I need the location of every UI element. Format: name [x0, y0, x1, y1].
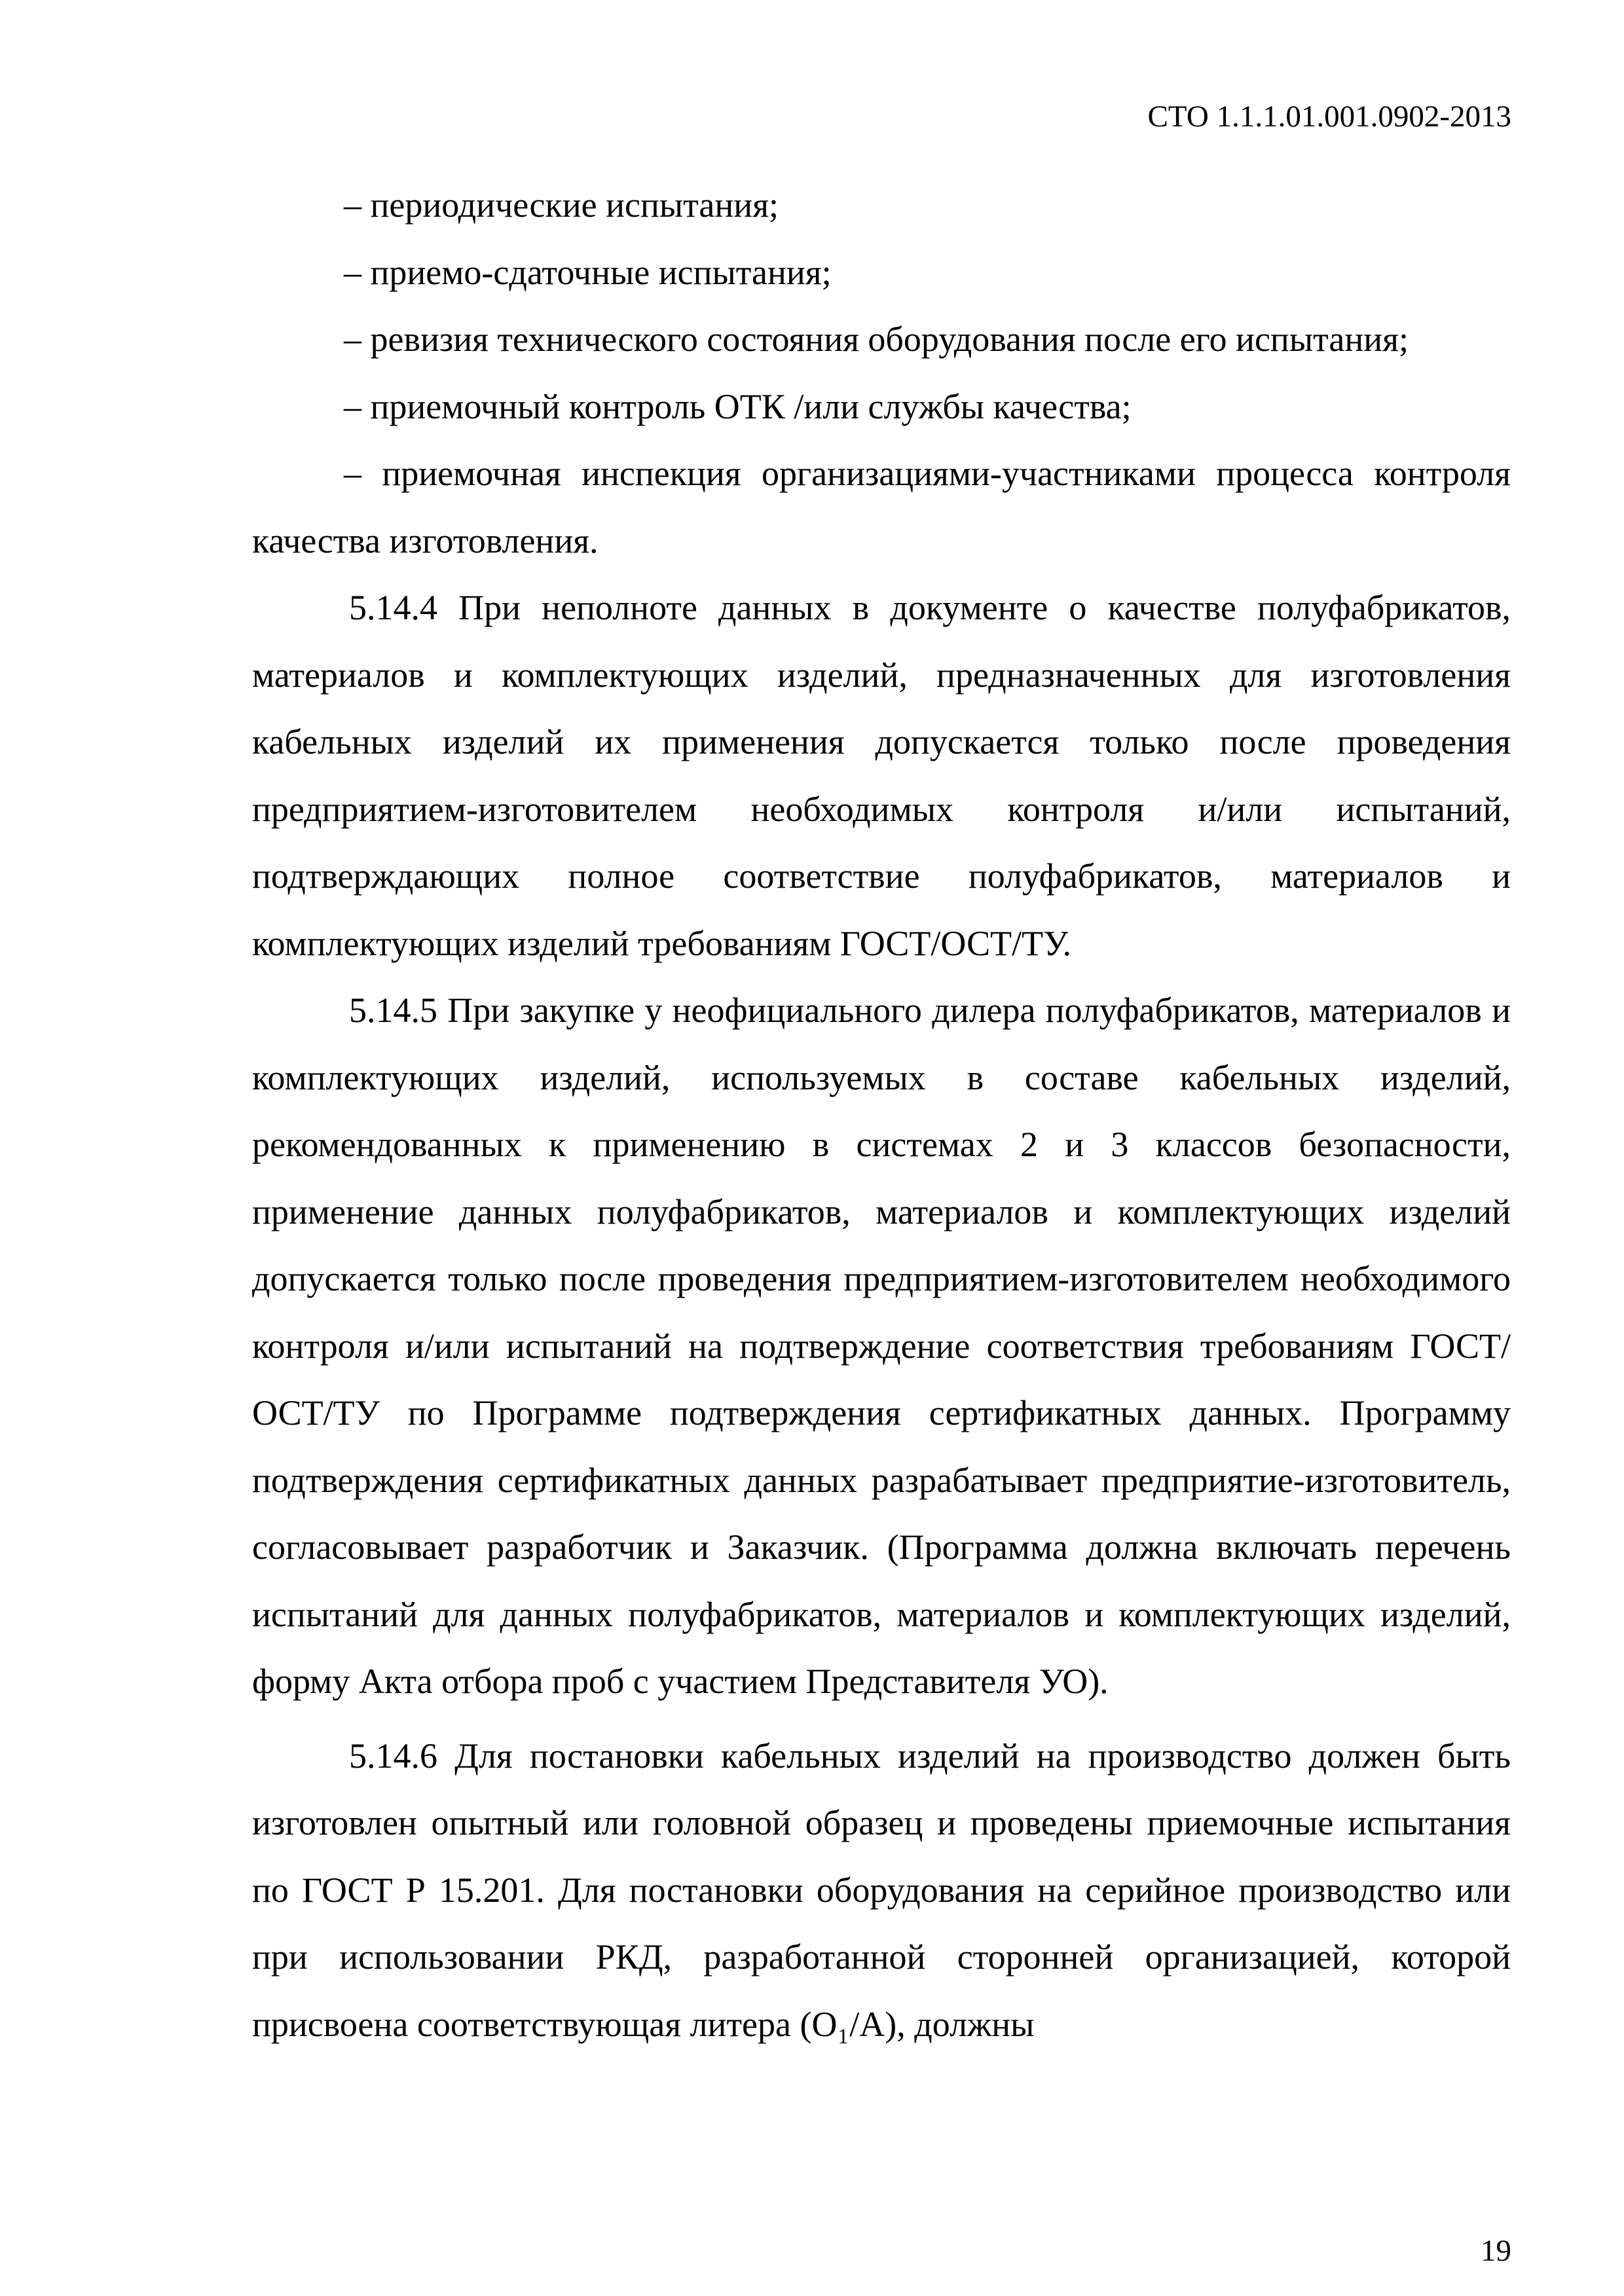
list-item-technical-revision: – ревизия технического состояния оборудования после его испытания;	[344, 319, 1409, 359]
list-item-otk-control: – приемочный контроль ОТК /или службы качества;	[344, 386, 1132, 426]
page-number: 19	[1481, 2234, 1511, 2268]
list-item-periodic-tests: – периодические испытания;	[344, 185, 779, 225]
document-body	[252, 172, 1511, 2058]
list-item-acceptance-inspection: – приемочная инспекция организациями-участниками процесса контроля качества изготовления.	[252, 454, 1511, 560]
document-code-header: СТО 1.1.1.01.001.0902-2013	[1147, 100, 1511, 134]
paragraph-5-14-6: 5.14.6 Для постановки кабельных изделий на производство должен быть изготовлен опытный или головной образец и проведены приемочные испытания по ГОСТ Р 15.201. Для постановки оборудования на серийное производство или при использовании РКД, разработанной сторонней организацией, которой присвоена соответствующая литера (O₁/A), должны	[252, 1736, 1511, 2044]
list-item-acceptance-tests: – приемо-сдаточные испытания;	[344, 252, 832, 292]
paragraph-5-14-4: 5.14.4 При неполноте данных в документе о качестве полуфабрикатов, материалов и комплектующих изделий, предназначенных для изготовления кабельных изделий их применения допускается только после проведения предприятием-изготовителем необходимых контроля и/или испытаний, подтверждающих полное соответствие полуфабрикатов, материалов и комплектующих изделий требованиям ГОСТ/ОСТ/ТУ.	[252, 588, 1511, 963]
paragraph-5-14-5: 5.14.5 При закупке у неофициального дилера полуфабрикатов, материалов и комплектующих изделий, используемых в составе кабельных изделий, рекомендованных к применению в системах 2 и 3 классов безопасности, применение данных полуфабрикатов, материалов и комплектующих изделий допускается только после проведения предприятием-изготовителем необходимого контроля и/или испытаний на подтверждение соответствия требованиям ГОСТ/ОСТ/ТУ по Программе подтверждения сертификатных данных. Программу подтверждения сертификатных данных разрабатывает предприятие-изготовитель, согласовывает разработчик и Заказчик. (Программа должна включать перечень испытаний для данных полуфабрикатов, материалов и комплектующих изделий, форму Акта отбора проб с участием Представителя УО).	[252, 991, 1511, 1701]
